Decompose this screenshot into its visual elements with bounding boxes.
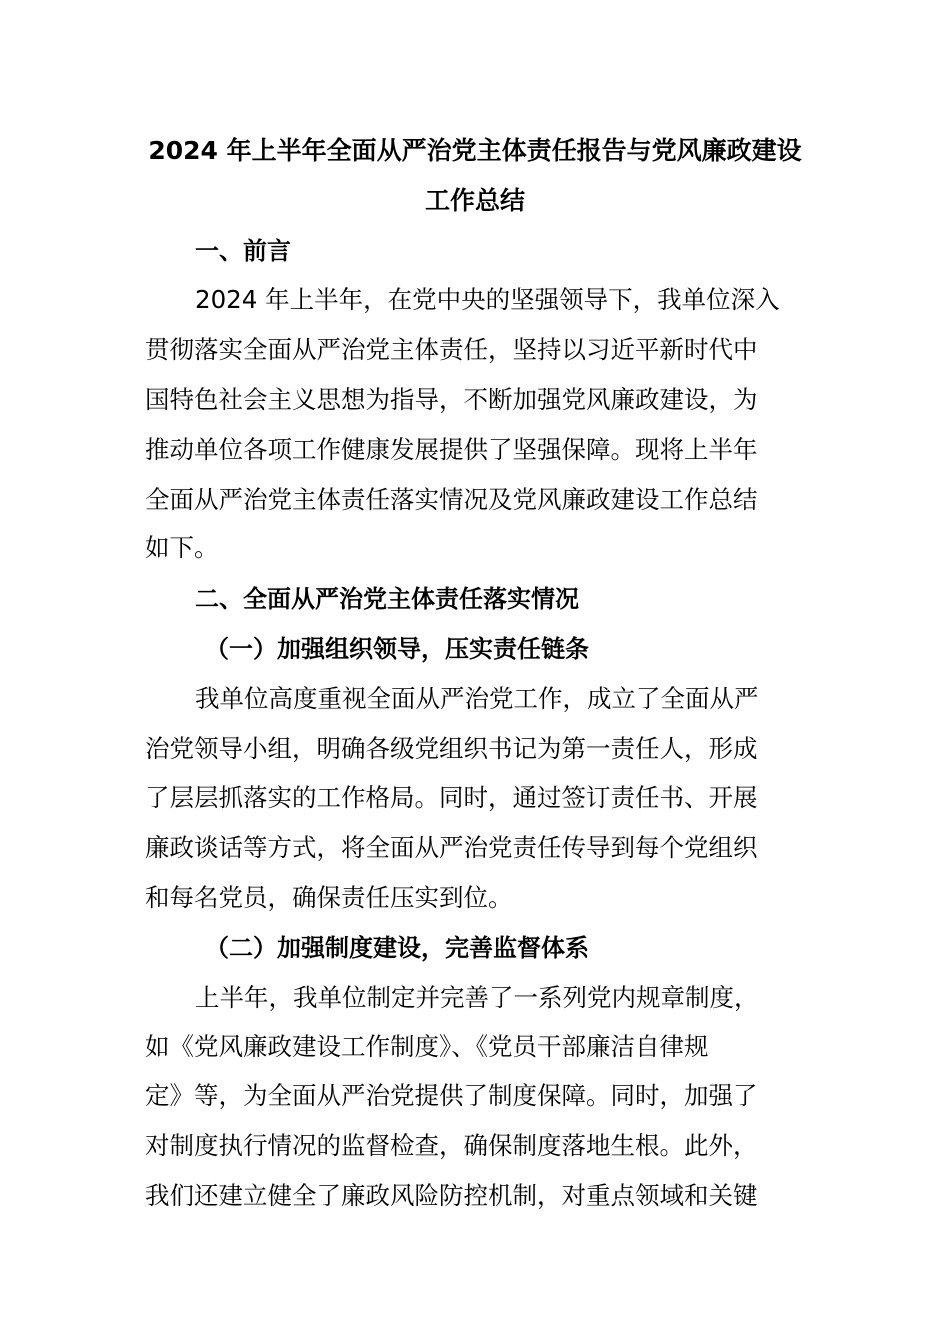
section-heading-responsibility: 二、全面从严治党主体责任落实情况 [195,585,579,613]
paragraph-line: 推动单位各项工作健康发展提供了坚强保障。现将上半年 [145,435,758,464]
paragraph-line: 对制度执行情况的监督检查，确保制度落地生根。此外， [145,1131,758,1160]
paragraph-line: 如下。 [145,533,219,562]
document-title-line-2: 工作总结 [424,186,525,215]
paragraph-line: 上半年，我单位制定并完善了一系列党内规章制度， [195,983,759,1012]
document-title-line-1: 2024 年上半年全面从严治党主体责任报告与党风廉政建设 [148,136,802,165]
paragraph-line: 定》等，为全面从严治党提供了制度保障。同时，加强了 [145,1081,758,1110]
paragraph-line: 我们还建立健全了廉政风险防控机制，对重点领域和关键 [145,1181,758,1210]
subsection-heading-institution: （二）加强制度建设，完善监督体系 [205,934,589,962]
paragraph-line: 国特色社会主义思想为指导，不断加强党风廉政建设，为 [145,385,758,414]
paragraph-line: 治党领导小组，明确各级党组织书记为第一责任人，形成 [145,734,758,763]
paragraph-line: 2024 年上半年，在党中央的坚强领导下，我单位深入 [195,285,780,314]
paragraph-line: 我单位高度重视全面从严治党工作，成立了全面从严 [195,684,759,713]
subsection-heading-organization: （一）加强组织领导，压实责任链条 [205,635,589,663]
paragraph-line: 贯彻落实全面从严治党主体责任，坚持以习近平新时代中 [145,335,758,364]
paragraph-line: 如《党风廉政建设工作制度》、《党员干部廉洁自律规 [145,1032,709,1061]
paragraph-line: 了层层抓落实的工作格局。同时，通过签订责任书、开展 [145,783,758,812]
paragraph-line: 和每名党员，确保责任压实到位。 [145,883,513,912]
paragraph-line: 全面从严治党主体责任落实情况及党风廉政建设工作总结 [145,485,758,514]
paragraph-line: 廉政谈话等方式，将全面从严治党责任传导到每个党组织 [145,833,758,862]
section-heading-preface: 一、前言 [195,237,291,265]
